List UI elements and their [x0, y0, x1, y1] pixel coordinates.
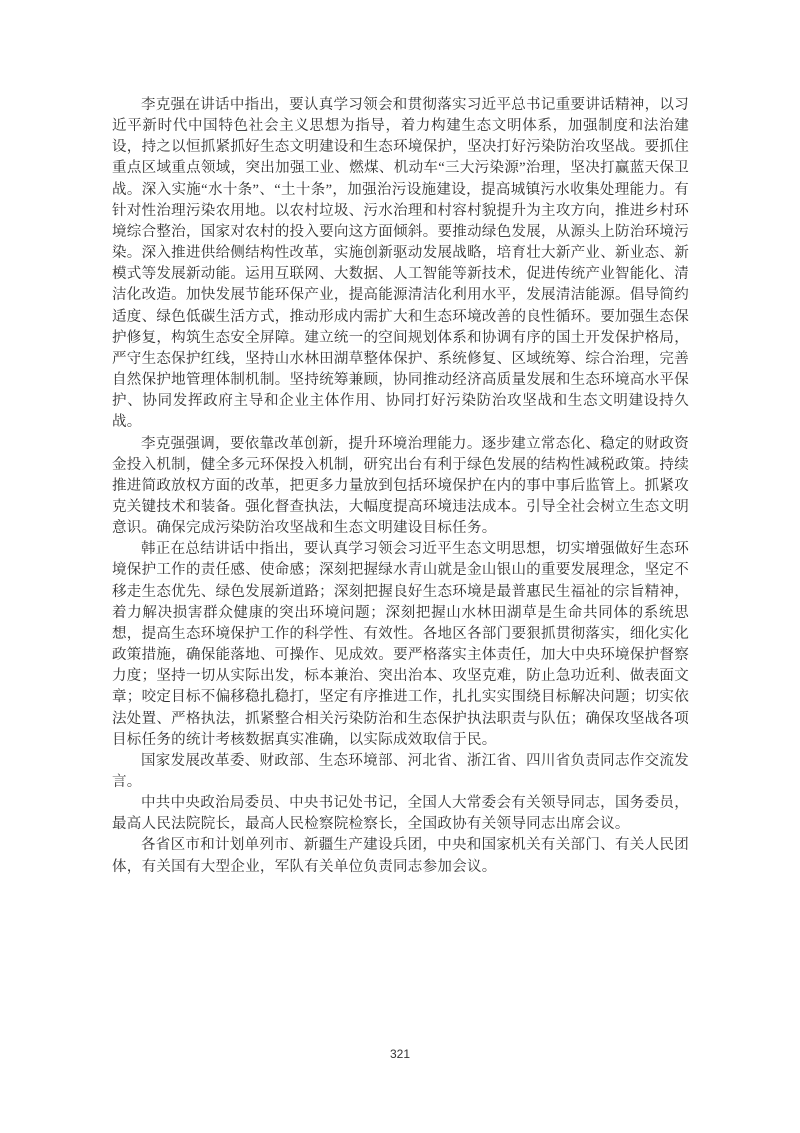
paragraph-attendees: 中共中央政治局委员、中央书记处书记，全国人大常委会有关领导同志，国务委员，最高人民法院院长，最高人民检察院检察长，全国政协有关领导同志出席会议。	[112, 795, 689, 833]
paragraph-li-keqiang-speech: 李克强在讲话中指出，要认真学习领会和贯彻落实习近平总书记重要讲话精神，以习近平新时代中国特色社会主义思想为指导，着力构建生态文明体系，加强制度和法治建设，持之以恒抓紧抓好生态文明建设和生态环境保护，坚决打好污染防治攻坚战。要抓住重点区域重点领域，突出加强工业、燃煤、机动车“三大污染源”治理，坚决打赢蓝天保卫战。深入实施“水十条”、“土十条”，加强治污设施建设，提高城镇污水收集处理能力。有针对性治理污染农用地。以农村垃圾、污水治理和村容村貌提升为主攻方向，推进乡村环境综合整治，国家对农村的投入要向这方面倾斜。要推动绿色发展，从源头上防治环境污染。深入推进供给侧结构性改革，实施创新驱动发展战略，培育壮大新产业、新业态、新模式等发展新动能。运用互联网、大数据、人工智能等新技术，促进传统产业智能化、清洁化改造。加快发展节能环保产业，提高能源清洁化利用水平，发展清洁能源。倡导简约适度、绿色低碳生活方式，推动形成内需扩大和生态环境改善的良性循环。要加强生态保护修复，构筑生态安全屏障。建立统一的空间规划体系和协调有序的国土开发保护格局，严守生态保护红线，坚持山水林田湖草整体保护、系统修复、区域统筹、综合治理，完善自然保护地管理体制机制。坚持统筹兼顾，协同推动经济高质量发展和生态环境高水平保护、协同发挥政府主导和企业主体作用、协同打好污染防治攻坚战和生态文明建设持久战。	[112, 97, 689, 431]
paragraph-exchange-speeches: 国家发展改革委、财政部、生态环境部、河北省、浙江省、四川省负责同志作交流发言。	[112, 752, 689, 790]
page-number: 321	[389, 1047, 411, 1061]
document-body	[112, 95, 689, 878]
paragraph-li-keqiang-emphasis: 李克强强调，要依靠改革创新，提升环境治理能力。逐步建立常态化、稳定的财政资金投入机制，健全多元环保投入机制，研究出台有利于绿色发展的结构性减税政策。持续推进简政放权方面的改革，把更多力量放到包括环境保护在内的事中事后监管上。抓紧攻克关键技术和装备。强化督查执法，大幅度提高环境违法成本。引导全社会树立生态文明意识。确保完成污染防治攻坚战和生态文明建设目标任务。	[112, 435, 689, 537]
paragraph-han-zheng-summary: 韩正在总结讲话中指出，要认真学习领会习近平生态文明思想，切实增强做好生态环境保护工作的责任感、使命感；深刻把握绿水青山就是金山银山的重要发展理念，坚定不移走生态优先、绿色发展新道路；深刻把握良好生态环境是最普惠民生福祉的宗旨精神，着力解决损害群众健康的突出环境问题；深刻把握山水林田湖草是生命共同体的系统思想，提高生态环境保护工作的科学性、有效性。各地区各部门要狠抓贯彻落实，细化实化政策措施，确保能落地、可操作、见成效。要严格落实主体责任，加大中央环境保护督察力度；坚持一切从实际出发，标本兼治、突出治本、攻坚克难，防止急功近利、做表面文章；咬定目标不偏移稳扎稳打，坚定有序推进工作，扎扎实实围绕目标解决问题；切实依法处置、严格执法，抓紧整合相关污染防治和生态保护执法职责与队伍；确保攻坚战各项目标任务的统计考核数据真实准确，以实际成效取信于民。	[112, 541, 689, 748]
paragraph-participants: 各省区市和计划单列市、新疆生产建设兵团，中央和国家机关有关部门、有关人民团体，有关国有大型企业，军队有关单位负责同志参加会议。	[112, 837, 689, 875]
